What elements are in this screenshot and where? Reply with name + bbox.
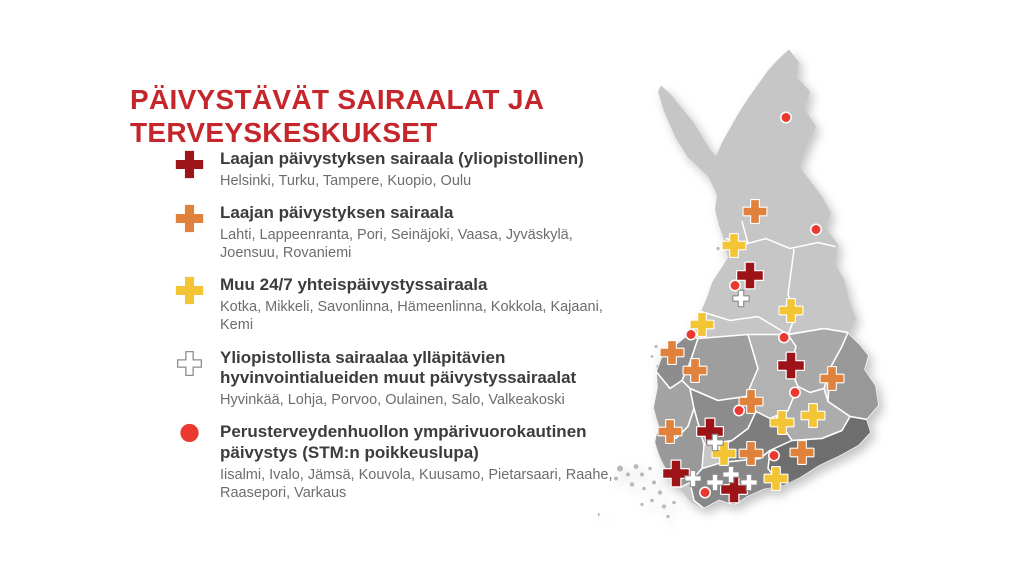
legend-title: Perusterveydenhuollon ympärivuorokautinen päivystys (STM:n poikkeuslupa) bbox=[220, 422, 587, 462]
legend-icon-box bbox=[174, 275, 220, 334]
legend-text bbox=[220, 422, 624, 502]
legend-item-other-oncall-hospital bbox=[174, 348, 624, 410]
white-cross-icon bbox=[174, 348, 205, 379]
finland-map-svg bbox=[598, 14, 918, 559]
map-marker-jms bbox=[734, 405, 744, 415]
map-marker-raahe bbox=[730, 280, 740, 290]
legend-item-primary-care-oncall bbox=[174, 422, 624, 502]
legend-cities: Kotka, Mikkeli, Savonlinna, Hämeenlinna, Kokkola, Kajaani, Kemi bbox=[220, 299, 603, 334]
finland-map bbox=[598, 14, 918, 559]
legend-icon-box bbox=[174, 203, 220, 262]
legend-cities: Hyvinkää, Lohja, Porvoo, Oulainen, Salo, Valkeakoski bbox=[220, 392, 565, 408]
page-title bbox=[130, 83, 610, 150]
legend-text bbox=[220, 348, 624, 410]
legend-icon-box bbox=[174, 149, 220, 190]
orange-cross-icon bbox=[174, 203, 205, 234]
map-marker-raasepori bbox=[700, 487, 710, 497]
dark-red-cross-icon bbox=[174, 149, 205, 180]
yellow-cross-icon bbox=[174, 275, 205, 306]
legend-item-joint-247-hospital bbox=[174, 275, 624, 334]
legend-text bbox=[220, 149, 624, 190]
legend-title: Laajan päivystyksen sairaala (yliopistollinen) bbox=[220, 149, 584, 168]
map-marker-varkaus bbox=[790, 387, 800, 397]
legend-item-university-hospital bbox=[174, 149, 624, 190]
legend bbox=[174, 149, 624, 515]
legend-icon-box bbox=[174, 348, 220, 410]
page-title-line-1: PÄIVYSTÄVÄT SAIRAALAT JA bbox=[130, 83, 545, 115]
legend-title: Muu 24/7 yhteispäivystyssairaala bbox=[220, 275, 488, 295]
map-marker-pietarsaari bbox=[686, 329, 696, 339]
legend-cities: Iisalmi, Ivalo, Jämsä, Kouvola, Kuusamo, Pietarsaari, Raahe, Raasepori, Varkaus bbox=[220, 466, 613, 501]
map-marker-kuusamo bbox=[811, 224, 821, 234]
page-title-line-2: TERVEYSKESKUKSET bbox=[130, 117, 438, 149]
legend-item-wide-oncall-hospital bbox=[174, 203, 624, 262]
map-marker-iisalmi bbox=[779, 332, 789, 342]
map-marker-ivalo bbox=[781, 112, 791, 122]
legend-title: Laajan päivystyksen sairaala bbox=[220, 203, 454, 222]
legend-icon-box bbox=[174, 422, 220, 502]
map-marker-kouvola bbox=[769, 450, 779, 460]
legend-cities: Helsinki, Turku, Tampere, Kuopio, Oulu bbox=[220, 172, 472, 189]
red-dot-icon bbox=[174, 422, 205, 453]
legend-text bbox=[220, 275, 624, 334]
legend-title: Yliopistollista sairaalaa ylläpitävien hyvinvointialueiden muut päivystyssairaalat bbox=[220, 347, 577, 388]
legend-text bbox=[220, 203, 624, 262]
legend-cities: Lahti, Lappeenranta, Pori, Seinäjoki, Vaasa, Jyväskylä, Joensuu, Rovaniemi bbox=[220, 226, 573, 261]
